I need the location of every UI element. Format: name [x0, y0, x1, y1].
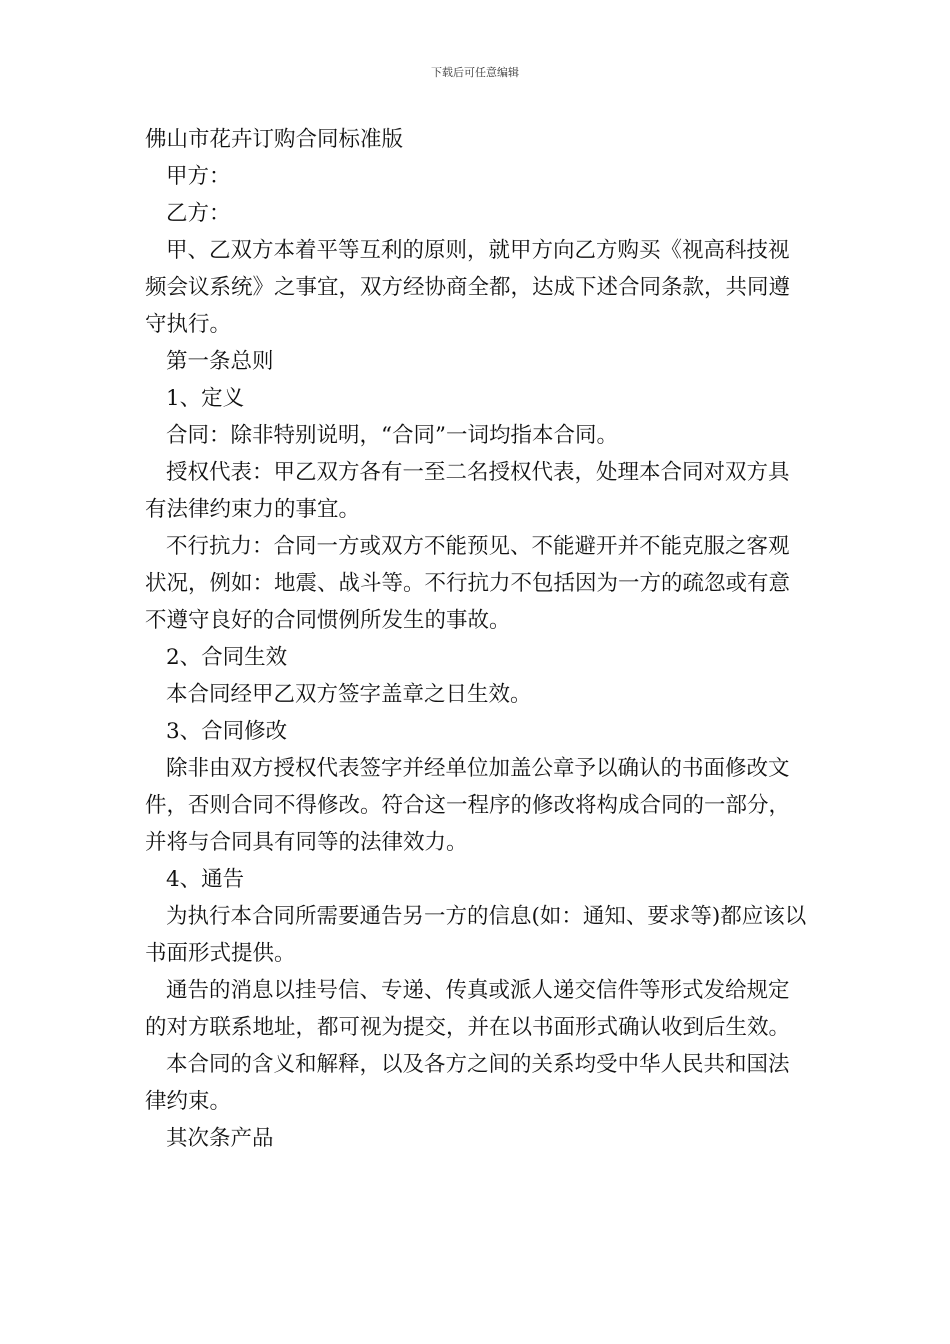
definition-force-majeure: 不行抗力：合同一方或双方不能预见、不能避开并不能克服之客观状况，例如：地震、战斗等。不行抗力不包括因为一方的疏忽或有意不遵守良好的合同惯例所发生的事故。	[145, 534, 791, 633]
governing-law-paragraph: 本合同的含义和解释，以及各方之间的关系均受中华人民共和国法律约束。	[145, 1052, 790, 1114]
article-2-heading: 其次条产品	[166, 1126, 274, 1151]
effect-paragraph: 本合同经甲乙双方签字盖章之日生效。	[166, 682, 532, 707]
definition-representative: 授权代表：甲乙双方各有一至二名授权代表，处理本合同对双方具有法律约束力的事宜。	[145, 460, 790, 522]
document-body	[145, 121, 807, 1157]
page-header: 下载后可任意编辑	[431, 66, 519, 79]
amendment-paragraph: 除非由双方授权代表签字并经单位加盖公章予以确认的书面修改文件，否则合同不得修改。符合这一程序的修改将构成合同的一部分，并将与合同具有同等的法律效力。	[145, 756, 791, 855]
definition-contract: 合同：除非特别说明，“合同”一词均指本合同。	[166, 423, 618, 448]
section-notice-heading: 4、通告	[166, 867, 245, 892]
notice-paragraph-2: 通告的消息以挂号信、专递、传真或派人递交信件等形式发给规定的对方联系地址，都可视为提交，并在以书面形式确认收到后生效。	[145, 978, 791, 1040]
document-title: 佛山市花卉订购合同标准版	[145, 127, 404, 152]
party-a-line: 甲方：	[166, 164, 231, 189]
section-definitions-heading: 1、定义	[166, 386, 245, 411]
preamble-paragraph: 甲、乙双方本着平等互利的原则，就甲方向乙方购买《视高科技视频会议系统》之事宜，双方经协商全都，达成下述合同条款，共同遵守执行。	[145, 238, 791, 337]
article-1-heading: 第一条总则	[166, 349, 274, 374]
section-amendment-heading: 3、合同修改	[166, 719, 288, 744]
party-b-line: 乙方：	[166, 201, 231, 226]
notice-paragraph-1: 为执行本合同所需要通告另一方的信息(如：通知、要求等)都应该以书面形式提供。	[145, 904, 807, 966]
section-effect-heading: 2、合同生效	[166, 645, 288, 670]
